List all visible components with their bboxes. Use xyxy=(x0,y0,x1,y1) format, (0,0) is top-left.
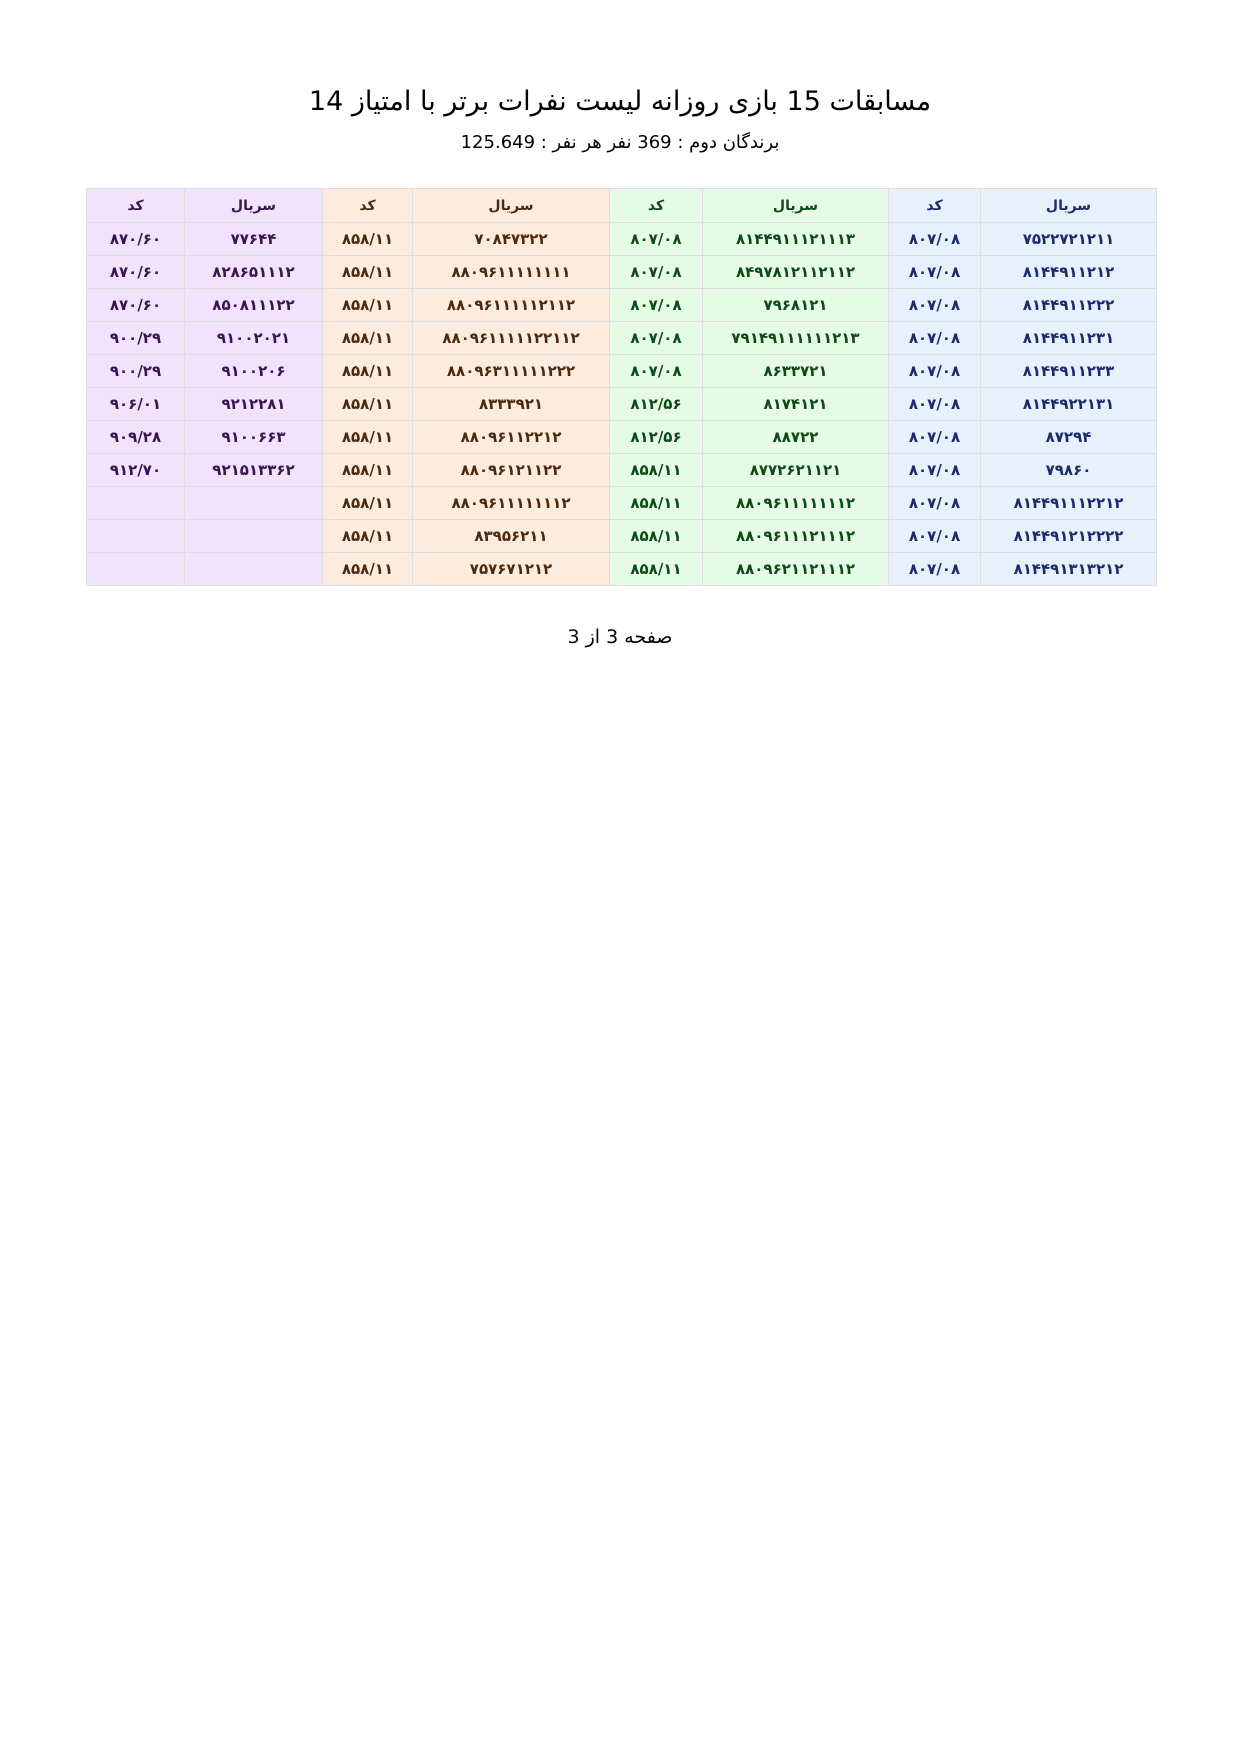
serial-cell: ۸۱۴۴۹۱۲۱۲۲۲۲ xyxy=(981,520,1157,553)
serial-cell: ۸۸۰۹۶۳۱۱۱۱۱۲۲۲ xyxy=(413,355,610,388)
code-cell: ۸۵۸/۱۱ xyxy=(323,322,413,355)
serial-cell: ۸۶۳۳۷۲۱ xyxy=(703,355,889,388)
serial-cell: ۸۱۴۴۹۱۱۱۲۲۱۲ xyxy=(981,487,1157,520)
serial-cell: ۸۸۰۹۶۱۱۱۲۱۱۱۲ xyxy=(703,520,889,553)
code-cell: ۸۷۰/۶۰ xyxy=(87,223,185,256)
serial-header: سریال xyxy=(981,189,1157,223)
table-row xyxy=(87,388,1157,421)
serial-cell: ۸۸۰۹۶۲۱۱۲۱۱۱۲ xyxy=(703,553,889,586)
code-cell: ۹۰۹/۲۸ xyxy=(87,421,185,454)
serial-cell: ۸۴۹۷۸۱۲۱۱۲۱۱۲ xyxy=(703,256,889,289)
code-cell: ۸۰۷/۰۸ xyxy=(889,454,981,487)
code-header: کد xyxy=(889,189,981,223)
code-cell: ۸۵۸/۱۱ xyxy=(323,421,413,454)
code-cell: ۸۵۸/۱۱ xyxy=(610,553,703,586)
code-cell: ۸۷۰/۶۰ xyxy=(87,289,185,322)
serial-cell: ۸۱۴۴۹۲۲۱۳۱ xyxy=(981,388,1157,421)
code-cell: ۸۰۷/۰۸ xyxy=(610,355,703,388)
code-cell xyxy=(87,487,185,520)
serial-cell: ۸۸۷۲۲ xyxy=(703,421,889,454)
serial-cell: ۸۱۴۴۹۱۱۲۳۱ xyxy=(981,322,1157,355)
code-cell: ۸۰۷/۰۸ xyxy=(610,256,703,289)
code-cell: ۸۵۸/۱۱ xyxy=(610,454,703,487)
code-cell: ۸۰۷/۰۸ xyxy=(610,223,703,256)
serial-cell: ۷۷۶۴۴ xyxy=(185,223,323,256)
table-row xyxy=(87,421,1157,454)
serial-cell: ۹۲۱۵۱۳۳۶۲ xyxy=(185,454,323,487)
table-row xyxy=(87,322,1157,355)
code-cell: ۸۵۸/۱۱ xyxy=(323,388,413,421)
serial-cell: ۸۷۲۹۴ xyxy=(981,421,1157,454)
serial-cell xyxy=(185,487,323,520)
serial-cell: ۹۱۰۰۶۶۳ xyxy=(185,421,323,454)
table-body xyxy=(87,223,1157,586)
code-cell: ۹۰۰/۲۹ xyxy=(87,355,185,388)
code-cell: ۸۰۷/۰۸ xyxy=(889,322,981,355)
code-cell: ۸۵۸/۱۱ xyxy=(610,520,703,553)
serial-cell: ۸۸۰۹۶۱۱۱۱۱۱۱۱ xyxy=(413,256,610,289)
serial-cell: ۸۱۴۴۹۱۱۲۳۳ xyxy=(981,355,1157,388)
code-cell: ۸۰۷/۰۸ xyxy=(889,553,981,586)
serial-cell: ۸۱۴۴۹۱۱۲۱۲ xyxy=(981,256,1157,289)
serial-cell: ۸۸۰۹۶۱۱۲۲۱۲ xyxy=(413,421,610,454)
code-cell xyxy=(87,553,185,586)
table-row xyxy=(87,289,1157,322)
code-cell: ۸۰۷/۰۸ xyxy=(889,520,981,553)
serial-header: سریال xyxy=(185,189,323,223)
code-cell: ۸۰۷/۰۸ xyxy=(889,223,981,256)
table-row xyxy=(87,355,1157,388)
code-cell: ۸۷۰/۶۰ xyxy=(87,256,185,289)
serial-cell: ۸۷۷۲۶۲۱۱۲۱ xyxy=(703,454,889,487)
code-cell: ۸۵۸/۱۱ xyxy=(610,487,703,520)
serial-cell xyxy=(185,553,323,586)
code-cell: ۸۵۸/۱۱ xyxy=(323,223,413,256)
serial-cell: ۸۳۹۵۶۲۱۱ xyxy=(413,520,610,553)
serial-cell: ۸۱۴۴۹۱۱۲۲۲ xyxy=(981,289,1157,322)
code-cell: ۸۵۸/۱۱ xyxy=(323,454,413,487)
serial-header: سریال xyxy=(413,189,610,223)
serial-cell: ۸۱۷۴۱۲۱ xyxy=(703,388,889,421)
winners-table xyxy=(86,188,1157,586)
code-header: کد xyxy=(323,189,413,223)
page-number: صفحه 3 از 3 xyxy=(567,626,673,648)
code-cell: ۸۵۸/۱۱ xyxy=(323,355,413,388)
table-row xyxy=(87,223,1157,256)
serial-cell: ۸۵۰۸۱۱۱۲۲ xyxy=(185,289,323,322)
code-cell: ۸۵۸/۱۱ xyxy=(323,553,413,586)
code-cell: ۹۰۶/۰۱ xyxy=(87,388,185,421)
page-title: مسابقات 15 بازی روزانه لیست نفرات برتر با امتیاز 14 xyxy=(308,86,932,117)
serial-cell: ۸۸۰۹۶۱۱۱۱۱۲۲۱۱۲ xyxy=(413,322,610,355)
code-cell: ۸۱۲/۵۶ xyxy=(610,421,703,454)
code-cell: ۹۱۲/۷۰ xyxy=(87,454,185,487)
serial-cell: ۸۸۰۹۶۱۱۱۱۱۲۱۱۲ xyxy=(413,289,610,322)
serial-cell xyxy=(185,520,323,553)
code-cell: ۸۰۷/۰۸ xyxy=(889,487,981,520)
table-row xyxy=(87,520,1157,553)
code-cell: ۸۰۷/۰۸ xyxy=(889,388,981,421)
code-cell: ۸۵۸/۱۱ xyxy=(323,487,413,520)
serial-cell: ۷۰۸۴۷۳۲۲ xyxy=(413,223,610,256)
code-cell: ۸۰۷/۰۸ xyxy=(610,289,703,322)
code-cell: ۸۰۷/۰۸ xyxy=(610,322,703,355)
code-header: کد xyxy=(87,189,185,223)
serial-cell: ۷۵۲۲۷۲۱۲۱۱ xyxy=(981,223,1157,256)
code-cell: ۸۵۸/۱۱ xyxy=(323,256,413,289)
table-row xyxy=(87,454,1157,487)
table-row xyxy=(87,553,1157,586)
table-row xyxy=(87,256,1157,289)
serial-cell: ۷۹۱۴۹۱۱۱۱۱۱۲۱۳ xyxy=(703,322,889,355)
code-cell: ۸۱۲/۵۶ xyxy=(610,388,703,421)
serial-cell: ۹۱۰۰۲۰۶ xyxy=(185,355,323,388)
serial-cell: ۹۱۰۰۲۰۲۱ xyxy=(185,322,323,355)
table-header-row xyxy=(87,189,1157,223)
serial-cell: ۷۹۸۶۰ xyxy=(981,454,1157,487)
serial-cell: ۸۸۰۹۶۱۱۱۱۱۱۱۲ xyxy=(413,487,610,520)
serial-cell: ۹۲۱۲۲۸۱ xyxy=(185,388,323,421)
code-cell: ۸۰۷/۰۸ xyxy=(889,256,981,289)
serial-cell: ۸۲۸۶۵۱۱۱۲ xyxy=(185,256,323,289)
serial-cell: ۸۱۴۴۹۱۳۱۳۲۱۲ xyxy=(981,553,1157,586)
code-cell xyxy=(87,520,185,553)
code-header: کد xyxy=(610,189,703,223)
code-cell: ۸۰۷/۰۸ xyxy=(889,421,981,454)
serial-header: سریال xyxy=(703,189,889,223)
serial-cell: ۸۱۴۴۹۱۱۱۲۱۱۱۳ xyxy=(703,223,889,256)
table-row xyxy=(87,487,1157,520)
page-subtitle: برندگان دوم : 369 نفر هر نفر : 125.649 xyxy=(460,132,780,153)
code-cell: ۸۰۷/۰۸ xyxy=(889,289,981,322)
serial-cell: ۸۳۳۳۹۲۱ xyxy=(413,388,610,421)
serial-cell: ۸۸۰۹۶۱۱۱۱۱۱۱۲ xyxy=(703,487,889,520)
code-cell: ۸۵۸/۱۱ xyxy=(323,289,413,322)
serial-cell: ۷۹۶۸۱۲۱ xyxy=(703,289,889,322)
code-cell: ۸۰۷/۰۸ xyxy=(889,355,981,388)
serial-cell: ۸۸۰۹۶۱۲۱۱۲۲ xyxy=(413,454,610,487)
code-cell: ۸۵۸/۱۱ xyxy=(323,520,413,553)
code-cell: ۹۰۰/۲۹ xyxy=(87,322,185,355)
serial-cell: ۷۵۷۶۷۱۲۱۲ xyxy=(413,553,610,586)
